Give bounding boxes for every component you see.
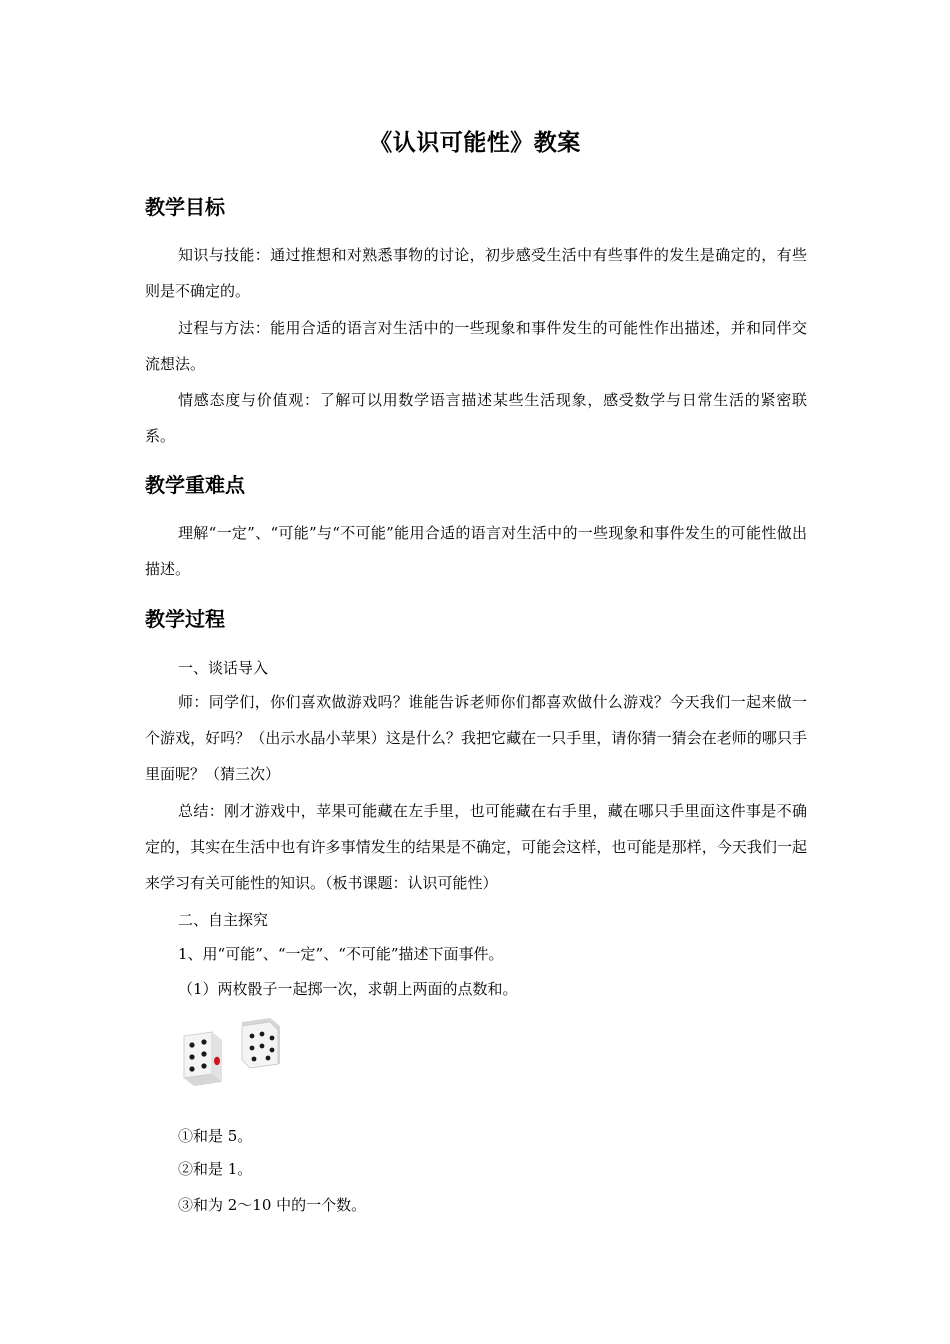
key-points-paragraph: 理解“一定”、“可能”与“不可能”能用合适的语言对生活中的一些现象和事件发生的可能性做出描述。 — [145, 524, 807, 578]
part1-summary-paragraph: 总结：刚才游戏中，苹果可能藏在左手里，也可能藏在右手里，藏在哪只手里面这件事是不确定的，其实在生活中也有许多事情发生的结果是不确定，可能会这样，也可能是那样，今天我们一起来学习有关可能性的知识。（板书课题：认识可能性） — [145, 802, 807, 892]
part2-title: 二、自主探究 — [178, 911, 269, 929]
document-title: 《认识可能性》教案 — [369, 130, 581, 156]
goal-process-paragraph: 过程与方法：能用合适的语言对生活中的一些现象和事件发生的可能性作出描述，并和同伴交流想法。 — [145, 319, 807, 373]
part1-teacher-paragraph: 师：同学们，你们喜欢做游戏吗？谁能告诉老师你们都喜欢做什么游戏？今天我们一起来做一个游戏，好吗？（出示水晶小苹果）这是什么？我把它藏在一只手里，请你猜一猜会在老师的哪只手里面呢？（猜三次） — [145, 693, 807, 783]
option-3: ③和为 2～10 中的一个数。 — [178, 1196, 367, 1214]
goal-emotion-paragraph: 情感态度与价值观：了解可以用数学语言描述某些生活现象，感受数学与日常生活的紧密联系。 — [145, 391, 807, 445]
dice-right — [242, 1018, 280, 1068]
part1-title: 一、谈话导入 — [178, 659, 269, 677]
heading-key-points: 教学重难点 — [145, 473, 245, 497]
option-1: ①和是 5。 — [178, 1127, 253, 1145]
heading-teaching-process: 教学过程 — [145, 607, 225, 631]
task1-text: 1、用“可能”、“一定”、“不可能”描述下面事件。 — [178, 945, 504, 963]
option-2: ②和是 1。 — [178, 1160, 253, 1178]
dice-left — [184, 1032, 222, 1086]
task1-sub-text: （1）两枚骰子一起掷一次，求朝上两面的点数和。 — [178, 980, 518, 998]
heading-teaching-goals: 教学目标 — [145, 195, 225, 219]
dice-illustration — [178, 1012, 288, 1092]
goal-knowledge-paragraph: 知识与技能：通过推想和对熟悉事物的讨论，初步感受生活中有些事件的发生是确定的，有些则是不确定的。 — [145, 246, 807, 300]
